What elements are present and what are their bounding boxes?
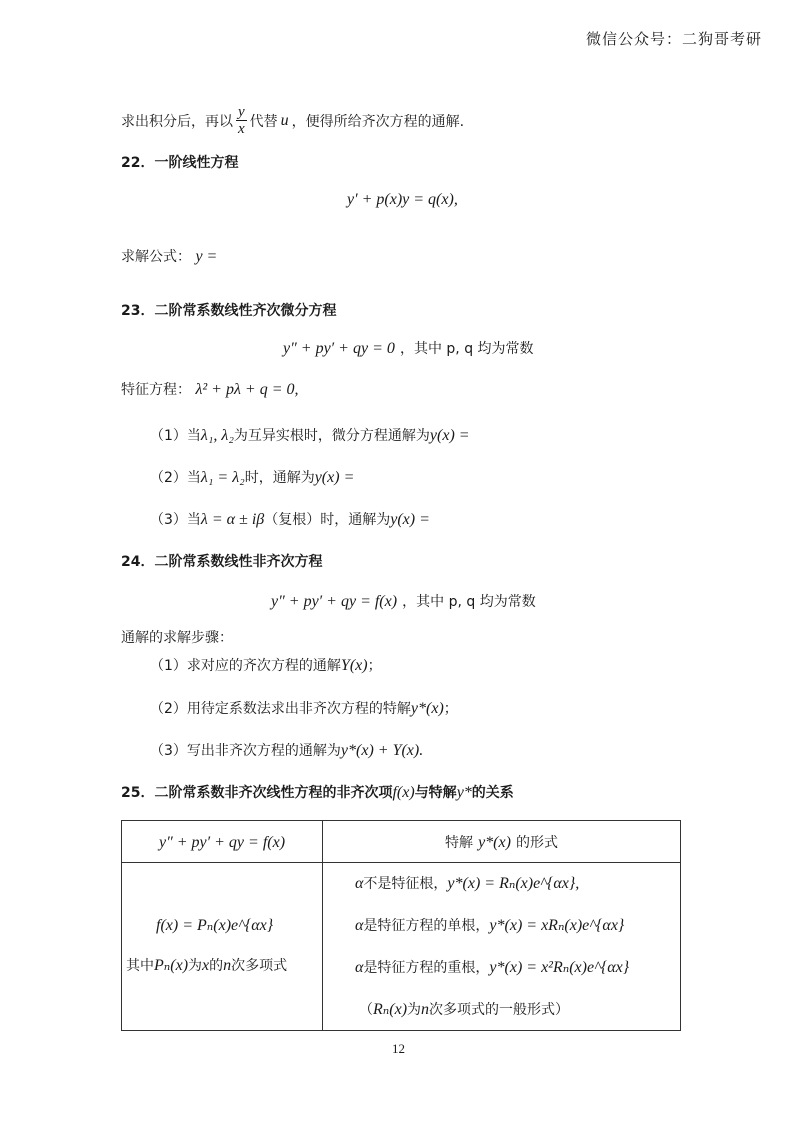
- right-row-1-formula: y*(x) = Rₙ(x)e^{αx},: [447, 875, 580, 892]
- right-row-1: [355, 873, 579, 893]
- formula-label: 求解公式：: [121, 249, 191, 265]
- left-desc-c: 的: [209, 958, 224, 974]
- right-row-1-text: 不是特征根，: [363, 876, 448, 892]
- fraction-y-over-x: [236, 104, 247, 137]
- case-3-prefix: （3）当: [150, 512, 201, 528]
- step-3: [150, 740, 423, 760]
- characteristic-equation: λ² + pλ + q = 0,: [195, 381, 299, 398]
- left-desc-x: x: [202, 957, 210, 974]
- step-2-text: （2）用待定系数法求出非齐次方程的特解: [150, 701, 411, 717]
- step-1-end: ；: [367, 658, 382, 674]
- right-row-2-text: 是特征方程的单根，: [363, 918, 490, 934]
- intro-text-2: 代替: [249, 113, 278, 130]
- note-n: n: [421, 1001, 430, 1018]
- case-1-condition: λ₁, λ₂: [200, 427, 234, 444]
- case-3-rhs: y(x) =: [390, 511, 430, 528]
- note-open: （: [359, 1002, 373, 1018]
- header-right-math: y*(x): [478, 833, 511, 851]
- case-1-suffix: 为互异实根时，微分方程通解为: [233, 428, 430, 444]
- case-1-prefix: （1）当: [150, 428, 201, 444]
- left-desc-d: 次多项式: [231, 958, 288, 974]
- section-22-equation: y′ + p(x)y = q(x),: [347, 191, 458, 208]
- header-right-label: 特解: [444, 834, 473, 851]
- section-24-equation-note: ，其中 p, q 均为常数: [402, 594, 536, 610]
- intro-var-u: u: [280, 111, 289, 129]
- intro-text-1: 求出积分后，再以: [121, 113, 233, 130]
- watermark: 微信公众号：二狗哥考研: [586, 30, 763, 48]
- left-desc-b: 为: [188, 958, 203, 974]
- header-right-end: 的形式: [516, 834, 559, 851]
- case-3: [150, 509, 430, 529]
- table-body-left: [122, 863, 323, 1031]
- section-24-equation-line: [271, 591, 536, 611]
- step-2-end: ；: [443, 701, 458, 717]
- section-25-heading-part3: 的关系: [471, 785, 514, 801]
- table-header-left: [122, 821, 323, 863]
- formula-lhs: y =: [195, 248, 218, 265]
- left-description: [126, 955, 287, 975]
- section-23-equation-line: [283, 338, 534, 358]
- fraction-denominator: x: [238, 121, 245, 137]
- case-2: [150, 467, 354, 487]
- page-number: 12: [392, 1041, 405, 1056]
- header-left-equation: y″ + py′ + qy = f(x): [158, 833, 286, 851]
- step-1-text: （1）求对应的齐次方程的通解: [150, 658, 341, 674]
- section-25-heading-ystar: y*: [456, 784, 472, 801]
- case-1-rhs: y(x) =: [429, 427, 470, 444]
- characteristic-equation-line: [121, 379, 299, 399]
- step-2: [150, 698, 458, 718]
- left-desc-pn: Pₙ(x): [154, 957, 189, 974]
- case-3-condition: λ = α ± iβ: [200, 511, 265, 528]
- intro-line: [121, 104, 464, 137]
- left-formula-fx: f(x) = Pₙ(x)e^{αx}: [156, 917, 274, 934]
- section-25-heading: [121, 782, 514, 802]
- characteristic-label: 特征方程：: [121, 382, 191, 398]
- left-desc-n: n: [223, 957, 232, 974]
- note-mid: 为: [407, 1002, 422, 1018]
- section-23-heading: 23．二阶常系数线性齐次微分方程: [121, 303, 337, 319]
- right-row-1-alpha: α: [355, 875, 364, 892]
- section-23-equation: y″ + py′ + qy = 0: [283, 340, 395, 357]
- right-row-2: [355, 915, 624, 935]
- case-3-suffix: （复根）时，通解为: [264, 512, 391, 528]
- case-2-prefix: （2）当: [150, 470, 201, 486]
- case-2-condition: λ₁ = λ₂: [200, 469, 245, 486]
- fraction-numerator: y: [238, 104, 245, 120]
- case-1: [150, 425, 470, 445]
- left-desc-a: 其中: [126, 958, 154, 974]
- table-header-right: [323, 821, 681, 863]
- section-24-heading: 24．二阶常系数线性非齐次方程: [121, 554, 323, 570]
- step-1-math: Y(x): [340, 657, 368, 674]
- case-2-rhs: y(x) =: [314, 469, 355, 486]
- section-25-heading-part1: 25．二阶常系数非齐次线性方程的非齐次项: [121, 785, 393, 801]
- section-22-heading: 22．一阶线性方程: [121, 155, 239, 171]
- right-note: [359, 999, 569, 1019]
- step-3-math: y*(x) + Y(x).: [340, 742, 424, 759]
- case-2-suffix: 时，通解为: [244, 470, 315, 486]
- relationship-table: [121, 820, 681, 1031]
- section-23-equation-note: ，其中 p, q 均为常数: [399, 341, 534, 357]
- right-row-3-text: 是特征方程的重根，: [363, 960, 490, 976]
- section-22-formula-line: [121, 246, 217, 266]
- right-row-2-formula: y*(x) = xRₙ(x)e^{αx}: [489, 917, 625, 934]
- table-body-right: [323, 863, 681, 1031]
- right-row-3-alpha: α: [355, 959, 364, 976]
- step-3-text: （3）写出非齐次方程的通解为: [150, 743, 341, 759]
- step-1: [150, 655, 382, 675]
- right-row-2-alpha: α: [355, 917, 364, 934]
- intro-text-3: ，便得所给齐次方程的通解.: [291, 113, 465, 130]
- step-2-math: y*(x): [410, 700, 444, 717]
- note-rn: Rₙ(x): [373, 1001, 408, 1018]
- section-24-equation: y″ + py′ + qy = f(x): [271, 593, 398, 610]
- table-body-row: [122, 863, 681, 1031]
- right-row-3-formula: y*(x) = x²Rₙ(x)e^{αx}: [489, 959, 630, 976]
- section-25-heading-fx: f(x): [392, 784, 415, 801]
- section-25-heading-part2: 与特解: [414, 785, 457, 801]
- right-row-3: [355, 957, 629, 977]
- steps-label: 通解的求解步骤：: [121, 630, 233, 646]
- note-end: 次多项式的一般形式）: [429, 1002, 570, 1018]
- table-header-row: [122, 821, 681, 863]
